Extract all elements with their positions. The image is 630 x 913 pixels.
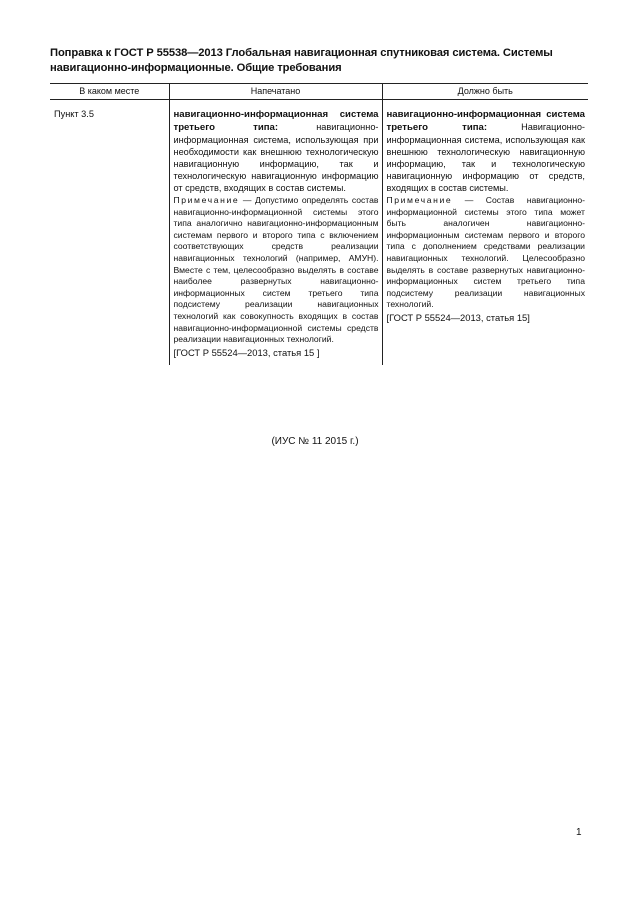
printed-definition-text: навигационно-информационная система, использующая при необходимости как внешнюю технологическую навигационную информацию, так и технологическую навигационную информацию от средств, входящих в состав системы. — [173, 122, 379, 193]
printed-note-label: Примечание — [173, 195, 240, 205]
corrected-note-label: Примечание — [386, 195, 453, 205]
table-header-row — [50, 84, 588, 100]
printed-reference: [ГОСТ Р 55524—2013, статья 15 ] — [173, 346, 320, 358]
page-number: 1 — [576, 827, 582, 838]
header-place: В каком месте — [50, 84, 169, 100]
printed-note — [174, 195, 379, 346]
header-corrected: Должно быть — [382, 84, 588, 100]
corrected-note-text: — Состав навигационно-информационной системы этого типа может быть аналогичен навигационно-информационным системам первого и второго типа с дополнением средствами реализации навигационных технологий. Целесообразно выделять в составе развернутых навигационно-информационных систем третьего типа подсистему реализации навигационных технологий. — [386, 195, 585, 310]
cell-corrected — [382, 100, 588, 365]
document-title: Поправка к ГОСТ Р 55538—2013 Глобальная навигационная спутниковая система. Системы навигационно-информационные. Общие требования — [50, 47, 553, 74]
table-row — [50, 100, 588, 365]
printed-definition — [174, 108, 379, 194]
cell-place: Пункт 3.5 — [50, 100, 169, 365]
printed-note-text: — Допустимо определять состав навигационно-информационной системы этого типа аналогично навигационно-информационным системам первого и второго типа с включением соответствующих средств реализации навигационных технологий (например, АМУН). Вместе с тем, целесообразно выделять в составе наиболее развернутых навигационно-информационных систем третьего типа подсистему реализации навигационных технологий как совокупность входящих в состав навигационно-информационной системы средств реализации навигационных технологий. — [173, 195, 379, 345]
amendment-table — [50, 83, 588, 365]
corrected-reference: [ГОСТ Р 55524—2013, статья 15] — [386, 311, 530, 323]
corrected-definition — [387, 108, 586, 194]
cell-printed — [169, 100, 382, 365]
corrected-term: навигационно-информационная система третьего типа: — [386, 109, 585, 133]
printed-term: навигационно-информационная система третьего типа: — [173, 109, 379, 133]
header-printed: Напечатано — [169, 84, 382, 100]
corrected-definition-text: Навигационно-информационная система, использующая как внешнюю технологическую навигационную информацию, так и технологическую навигационную информацию от средств, входящих в состав системы. — [386, 122, 585, 193]
ius-reference: (ИУС № 11 2015 г.) — [271, 436, 359, 447]
corrected-note — [387, 195, 586, 311]
